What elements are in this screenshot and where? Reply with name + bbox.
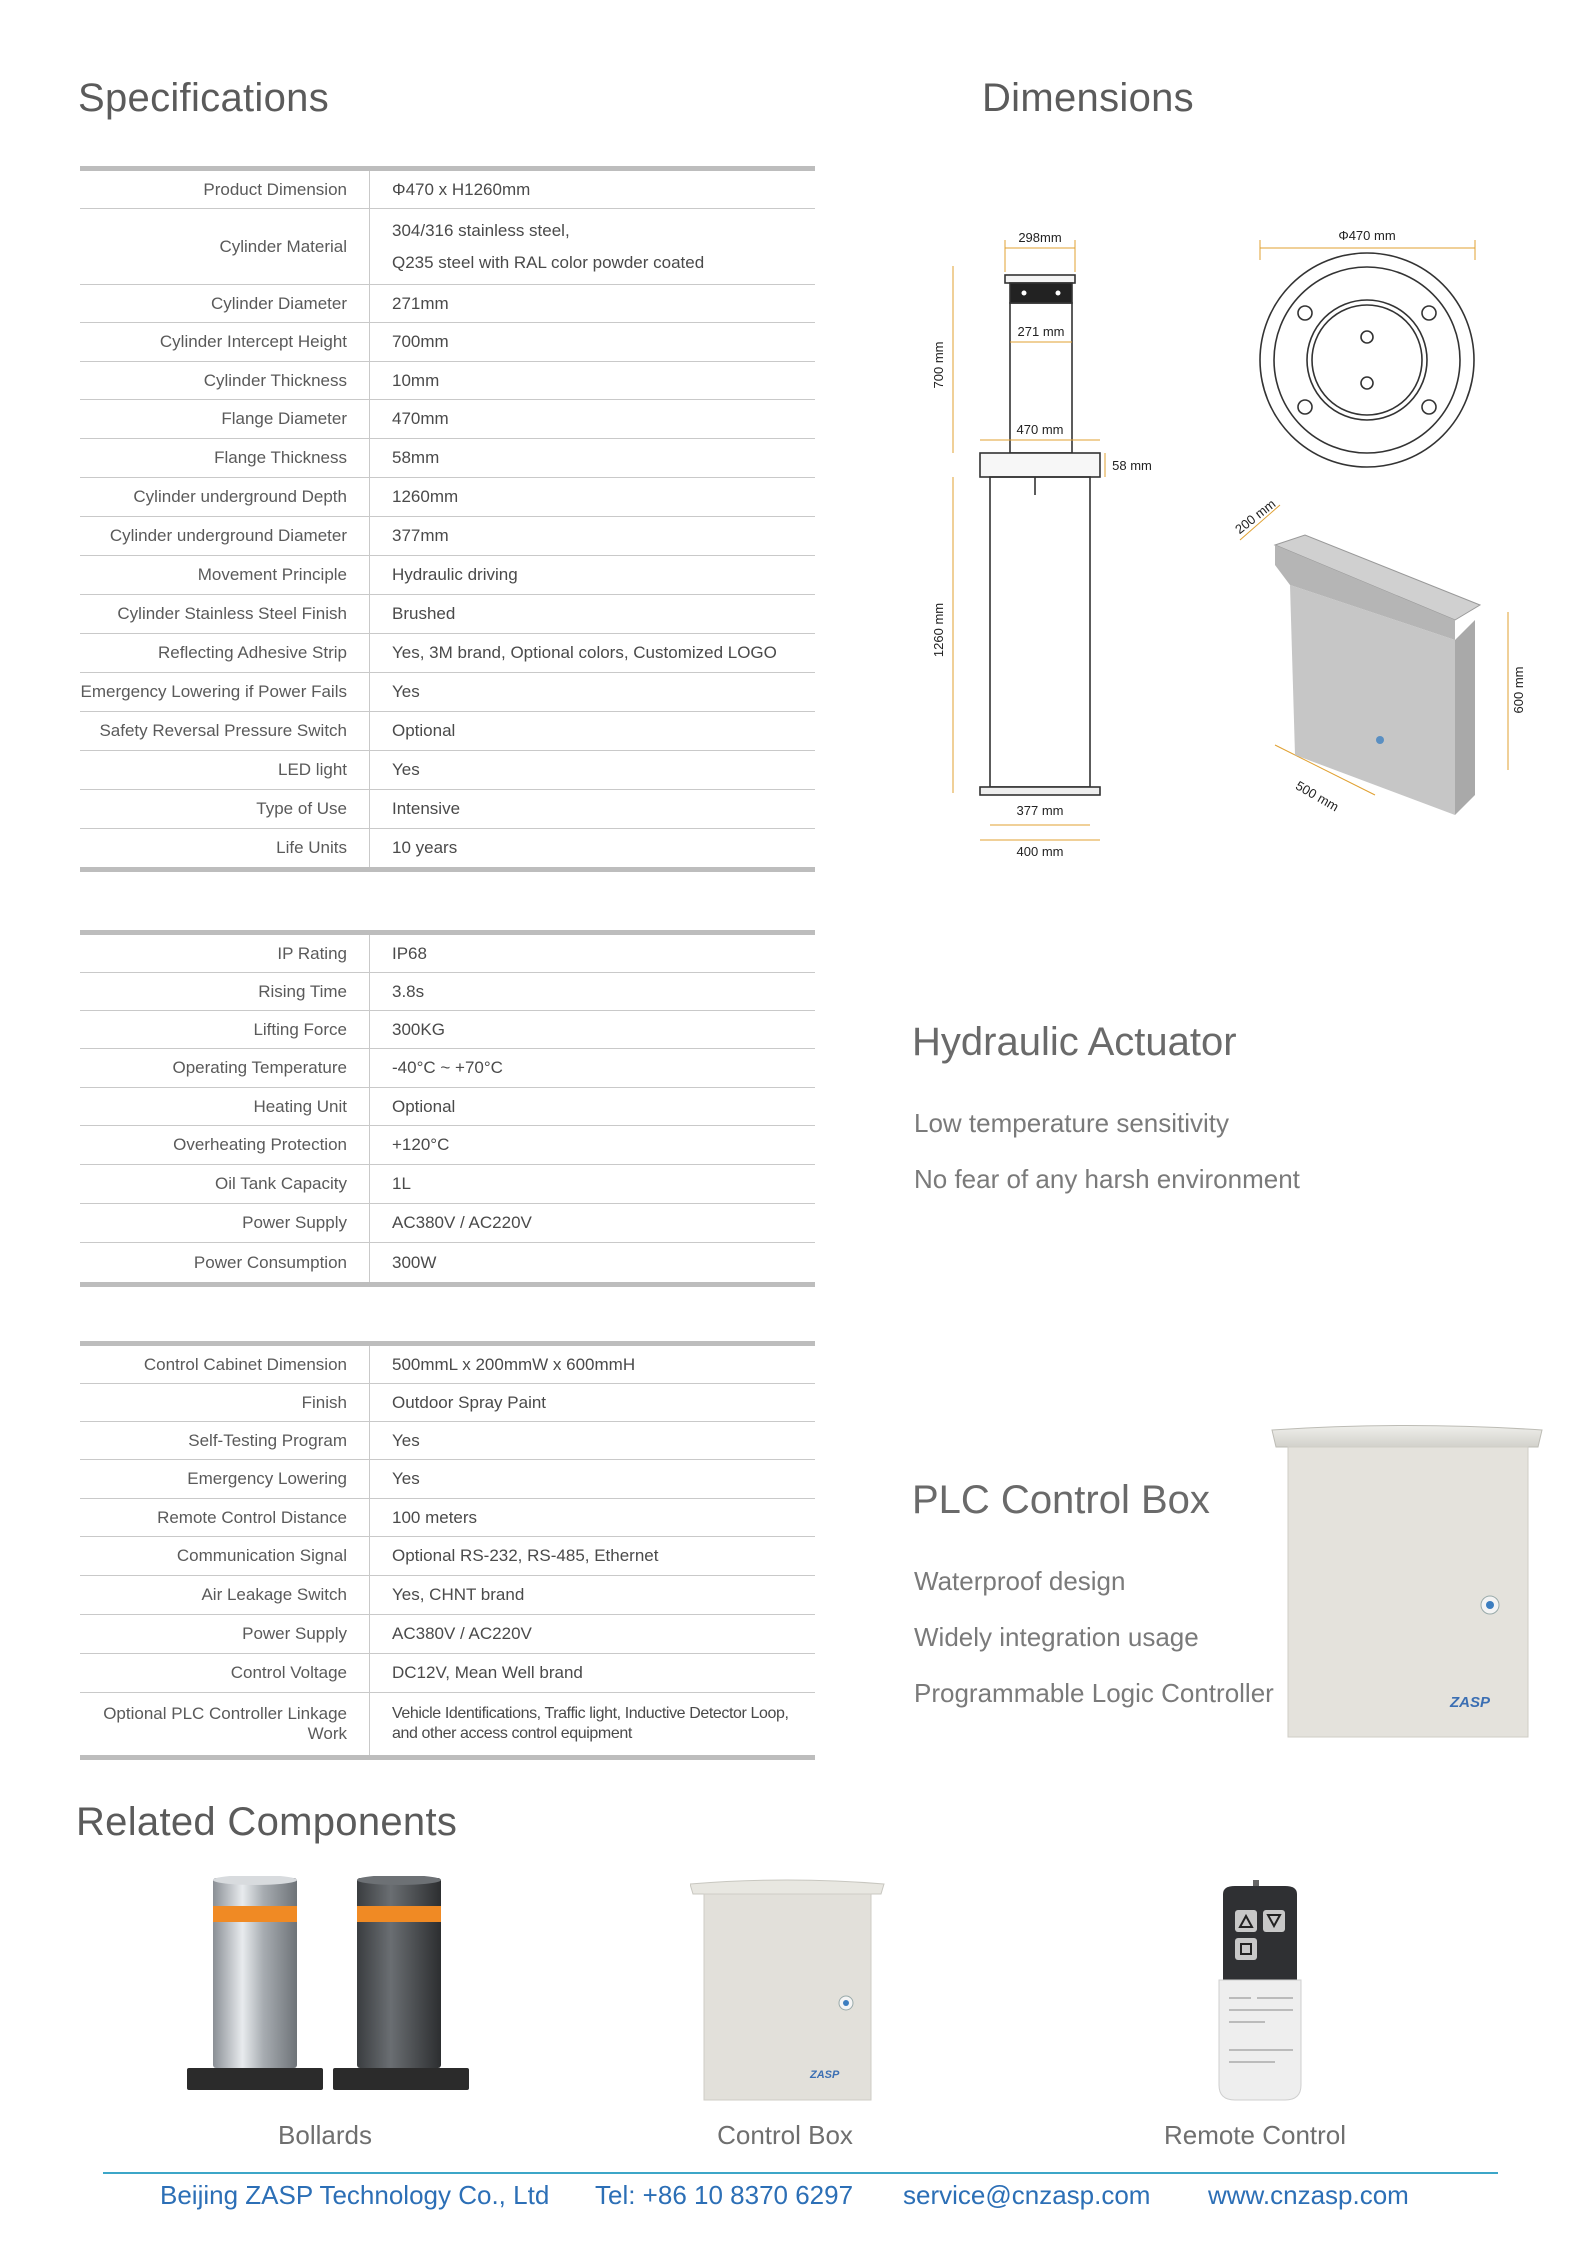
spec-value-line: IP68 — [392, 943, 427, 963]
spec-label: Control Cabinet Dimension — [80, 1346, 370, 1383]
spec-value-line: +120°C — [392, 1135, 450, 1154]
spec-row — [80, 1693, 815, 1755]
spec-row — [80, 1346, 815, 1384]
spec-value — [370, 323, 815, 361]
spec-row — [80, 171, 815, 209]
footer-company: Beijing ZASP Technology Co., Ltd — [160, 2180, 550, 2210]
spec-row — [80, 1011, 815, 1049]
spec-label: Self-Testing Program — [80, 1422, 370, 1459]
footer-tel: Tel: +86 10 8370 6297 — [595, 2180, 854, 2210]
spec-table-control — [80, 1341, 815, 1760]
spec-value — [370, 517, 815, 555]
spec-row — [80, 1537, 815, 1576]
spec-row — [80, 751, 815, 790]
spec-row — [80, 323, 815, 362]
spec-value-line: 470mm — [392, 409, 449, 428]
spec-value-line: 377mm — [392, 526, 449, 545]
dim-box-width: 500 mm — [1293, 777, 1342, 815]
spec-label: Safety Reversal Pressure Switch — [80, 712, 370, 750]
spec-label: Overheating Protection — [80, 1126, 370, 1164]
spec-value-line: 500mmL x 200mmW x 600mmH — [392, 1354, 636, 1374]
spec-value — [370, 1049, 815, 1087]
spec-row — [80, 517, 815, 556]
footer-email[interactable]: service@cnzasp.com — [903, 2180, 1151, 2210]
bollards-image — [185, 1876, 470, 2101]
spec-row — [80, 209, 815, 285]
dim-base-inner: 377 mm — [1016, 803, 1064, 818]
spec-value — [370, 1460, 815, 1498]
spec-value-line: DC12V, Mean Well brand — [392, 1663, 583, 1682]
spec-value — [370, 1088, 815, 1125]
spec-row — [80, 1460, 815, 1499]
plc-control-box-image — [1270, 1425, 1545, 1740]
spec-row — [80, 634, 815, 673]
spec-label: Movement Principle — [80, 556, 370, 594]
spec-value — [370, 790, 815, 828]
spec-value-line: 58mm — [392, 448, 440, 467]
spec-value-line: Optional — [392, 721, 456, 740]
spec-value-line: Outdoor Spray Paint — [392, 1392, 547, 1412]
spec-value-line: 700mm — [392, 332, 449, 351]
bolt-dot — [1056, 291, 1061, 296]
spec-value-line: Optional RS-232, RS-485, Ethernet — [392, 1546, 659, 1565]
component-label-bollards: Bollards — [278, 2120, 372, 2150]
plc-heading: PLC Control Box — [912, 1478, 1210, 1522]
spec-row — [80, 712, 815, 751]
dim-box-depth: 200 mm — [1232, 496, 1279, 537]
spec-label: Lifting Force — [80, 1011, 370, 1048]
spec-label: Cylinder Stainless Steel Finish — [80, 595, 370, 633]
spec-value — [370, 362, 815, 399]
spec-value-line: 1260mm — [392, 487, 459, 506]
spec-row — [80, 1165, 815, 1204]
spec-row — [80, 829, 815, 867]
dimensions-heading: Dimensions — [982, 76, 1194, 120]
spec-value-line: 10 years — [392, 838, 458, 857]
spec-label: Life Units — [80, 829, 370, 867]
spec-label: Cylinder underground Diameter — [80, 517, 370, 555]
spec-label: Cylinder Diameter — [80, 285, 370, 322]
related-heading: Related Components — [76, 1800, 458, 1844]
spec-row — [80, 673, 815, 712]
spec-row — [80, 1499, 815, 1537]
spec-value-line: 271mm — [392, 293, 449, 313]
spec-value — [370, 1126, 815, 1164]
spec-value — [370, 478, 815, 516]
spec-label: Emergency Lowering if Power Fails — [80, 673, 370, 711]
spec-label: Cylinder underground Depth — [80, 478, 370, 516]
flange-top-view — [1260, 253, 1474, 467]
spec-value — [370, 1384, 815, 1421]
spec-value-line: 10mm — [392, 370, 440, 390]
spec-value — [370, 171, 815, 208]
spec-value-line: Yes, CHNT brand — [392, 1585, 525, 1604]
spec-label: Product Dimension — [80, 171, 370, 208]
plc-line-2: Widely integration usage — [914, 1622, 1199, 1652]
dimensions-drawing — [920, 200, 1540, 880]
spec-value-line: AC380V / AC220V — [392, 1624, 532, 1643]
spec-value-line: 3.8s — [392, 981, 425, 1001]
spec-label: Flange Thickness — [80, 439, 370, 477]
spec-row — [80, 1049, 815, 1088]
spec-value — [370, 439, 815, 477]
spec-row — [80, 439, 815, 478]
spec-value-line: Brushed — [392, 604, 456, 623]
dim-cylinder-diameter: 271 mm — [1017, 324, 1065, 339]
spec-value-line: -40°C ~ +70°C — [392, 1058, 503, 1077]
spec-label: LED light — [80, 751, 370, 789]
remote-control-image — [1205, 1880, 1315, 2105]
spec-label: Control Voltage — [80, 1654, 370, 1692]
spec-value-line: Vehicle Identifications, Traffic light, Inductive Detector Loop, — [392, 1705, 789, 1722]
spec-value-line: Optional — [392, 1096, 456, 1116]
spec-label: Power Supply — [80, 1204, 370, 1242]
spec-value-line: 304/316 stainless steel, — [392, 220, 570, 240]
dim-flange-width: 470 mm — [1016, 422, 1064, 437]
spec-value — [370, 1243, 815, 1282]
spec-label: Emergency Lowering — [80, 1460, 370, 1498]
control-box-drawing — [1275, 535, 1480, 815]
spec-value — [370, 1576, 815, 1614]
dim-flange-top: Φ470 mm — [1338, 228, 1396, 243]
component-label-remote-control: Remote Control — [1163, 2120, 1347, 2150]
spec-value-line: Yes — [392, 682, 420, 701]
spec-label: Air Leakage Switch — [80, 1576, 370, 1614]
spec-value — [370, 712, 815, 750]
spec-row — [80, 1204, 815, 1243]
spec-value — [370, 1204, 815, 1242]
dim-box-height: 600 mm — [1511, 666, 1526, 714]
spec-row — [80, 478, 815, 517]
zasp-logo: ZASP — [1450, 1694, 1491, 1711]
zasp-logo-small: ZASP — [810, 2069, 840, 2081]
spec-value — [370, 400, 815, 438]
spec-label: Reflecting Adhesive Strip — [80, 634, 370, 672]
spec-label: Rising Time — [80, 973, 370, 1010]
spec-value — [370, 595, 815, 633]
footer-web[interactable]: www.cnzasp.com — [1208, 2180, 1409, 2210]
spec-label: Cylinder Thickness — [80, 362, 370, 399]
spec-value — [370, 556, 815, 594]
hydraulic-heading: Hydraulic Actuator — [912, 1020, 1237, 1064]
spec-value-line: 300KG — [392, 1019, 445, 1039]
spec-value — [370, 935, 815, 972]
spec-value — [370, 673, 815, 711]
spec-table-general — [80, 166, 815, 872]
spec-value — [370, 973, 815, 1010]
spec-value — [370, 751, 815, 789]
spec-label: Power Supply — [80, 1615, 370, 1653]
spec-label: Cylinder Intercept Height — [80, 323, 370, 361]
spec-value — [370, 1346, 815, 1383]
spec-value — [370, 634, 815, 672]
spec-label: Type of Use — [80, 790, 370, 828]
spec-label: Optional PLC Controller Linkage Work — [80, 1693, 370, 1755]
spec-label: Remote Control Distance — [80, 1499, 370, 1536]
spec-row — [80, 362, 815, 400]
hydraulic-line-1: Low temperature sensitivity — [914, 1108, 1230, 1138]
spec-label: Operating Temperature — [80, 1049, 370, 1087]
spec-value — [370, 1693, 815, 1755]
spec-value-line: Yes — [392, 1430, 420, 1450]
hydraulic-line-2: No fear of any harsh environment — [914, 1164, 1300, 1194]
spec-value-line: and other access control equipment — [392, 1725, 632, 1742]
spec-row — [80, 595, 815, 634]
spec-row — [80, 400, 815, 439]
spec-value — [370, 1422, 815, 1459]
spec-row — [80, 556, 815, 595]
spec-value-line: 300W — [392, 1252, 437, 1272]
spec-row — [80, 285, 815, 323]
spec-label: Flange Diameter — [80, 400, 370, 438]
spec-value-line: Hydraulic driving — [392, 565, 518, 584]
spec-value — [370, 1011, 815, 1048]
spec-row — [80, 1126, 815, 1165]
dim-below-height: 1260 mm — [931, 602, 946, 658]
spec-row — [80, 1088, 815, 1126]
dim-base-outer: 400 mm — [1016, 844, 1064, 859]
spec-label: Heating Unit — [80, 1088, 370, 1125]
spec-value-line: AC380V / AC220V — [392, 1213, 532, 1232]
spec-value — [370, 209, 815, 284]
spec-row — [80, 1384, 815, 1422]
spec-label: Cylinder Material — [80, 209, 370, 284]
spec-row — [80, 790, 815, 829]
spec-value-line: Q235 steel with RAL color powder coated — [392, 252, 705, 272]
spec-label: Finish — [80, 1384, 370, 1421]
plc-line-1: Waterproof design — [914, 1566, 1126, 1596]
spec-value — [370, 1537, 815, 1575]
spec-value — [370, 1654, 815, 1692]
dim-top-width: 298mm — [1018, 230, 1062, 245]
spec-label: Power Consumption — [80, 1243, 370, 1282]
dim-flange-thickness: 58 mm — [1112, 458, 1152, 473]
spec-table-hydraulic — [80, 930, 815, 1287]
spec-row — [80, 973, 815, 1011]
dim-above-height: 700 mm — [931, 341, 946, 389]
spec-row — [80, 1654, 815, 1693]
spec-value — [370, 1165, 815, 1203]
spec-row — [80, 1422, 815, 1460]
spec-value — [370, 1499, 815, 1536]
spec-value-line: Yes — [392, 1469, 420, 1488]
spec-row — [80, 1615, 815, 1654]
control-box-image — [690, 1878, 885, 2103]
spec-row — [80, 1576, 815, 1615]
spec-label: Oil Tank Capacity — [80, 1165, 370, 1203]
bolt-dot — [1022, 291, 1027, 296]
spec-row — [80, 935, 815, 973]
spec-label: IP Rating — [80, 935, 370, 972]
footer-divider — [103, 2172, 1498, 2174]
spec-value — [370, 1615, 815, 1653]
spec-value-line: Yes, 3M brand, Optional colors, Customized LOGO — [392, 643, 777, 662]
spec-label: Communication Signal — [80, 1537, 370, 1575]
plc-line-3: Programmable Logic Controller — [914, 1678, 1274, 1708]
spec-row — [80, 1243, 815, 1282]
component-label-control-box: Control Box — [717, 2120, 853, 2150]
spec-value-line: Φ470 x H1260mm — [392, 179, 531, 199]
spec-value-line: 1L — [392, 1174, 411, 1193]
spec-value — [370, 285, 815, 322]
spec-value — [370, 829, 815, 867]
spec-value-line: Intensive — [392, 799, 461, 818]
spec-value-line: Yes — [392, 760, 420, 779]
spec-value-line: 100 meters — [392, 1507, 478, 1527]
specifications-heading: Specifications — [78, 76, 329, 120]
